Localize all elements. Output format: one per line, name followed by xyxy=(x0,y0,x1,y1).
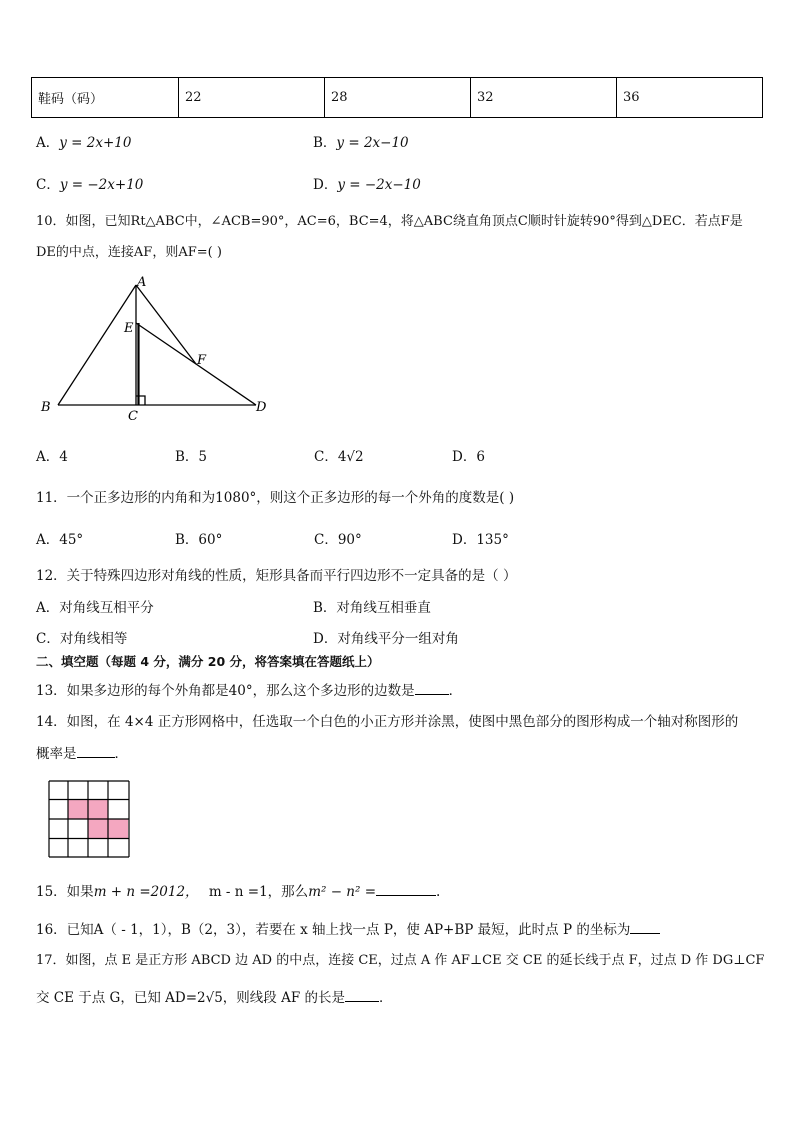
answer-blank xyxy=(415,682,449,695)
label-d: D xyxy=(256,400,267,415)
q12-option-a: A．对角线互相平分 xyxy=(36,600,154,616)
q14-grid-figure xyxy=(48,780,130,858)
q14-stem-line1: 14．如图，在 4×4 正方形网格中，任选取一个白色的小正方形并涂黑，使图中黑色部分的图形构成一个轴对称图形的 xyxy=(36,714,739,730)
q9-option-d: D．y = −2x−10 xyxy=(313,177,421,193)
shaded-cell xyxy=(88,819,108,839)
table-header-cell: 鞋码（码） xyxy=(32,78,179,118)
q11-option-a: A．45° xyxy=(36,532,84,548)
q10-option-c: C．4√2 xyxy=(314,449,364,465)
answer-blank xyxy=(630,921,660,934)
q10-triangle-figure xyxy=(30,270,280,425)
section-heading: 二、填空题（每题 4 分，满分 20 分，将答案填在答题纸上） xyxy=(36,654,380,669)
q10-option-b: B．5 xyxy=(175,449,208,465)
table-cell: 28 xyxy=(325,78,471,118)
q12-option-d: D．对角线平分一组对角 xyxy=(313,631,459,647)
table-cell: 32 xyxy=(471,78,617,118)
answer-blank xyxy=(345,989,379,1002)
q12-option-c: C．对角线相等 xyxy=(36,631,128,647)
shaded-cell xyxy=(68,800,88,820)
answer-blank xyxy=(77,745,115,758)
q10-option-a: A．4 xyxy=(36,449,68,465)
q11-option-b: B．60° xyxy=(175,532,223,548)
q12-option-b: B．对角线互相垂直 xyxy=(313,600,431,616)
label-c: C xyxy=(128,409,138,424)
table-cell: 22 xyxy=(179,78,325,118)
q9-option-c: C．y = −2x+10 xyxy=(36,177,144,193)
q10-option-d: D．6 xyxy=(452,449,485,465)
q16: 16．已知A（ - 1，1），B（2，3），若要在 x 轴上找一点 P，使 AP+BP 最短，此时点 P 的坐标为 xyxy=(36,918,660,938)
q12-stem: 12．关于特殊四边形对角线的性质，矩形具备而平行四边形不一定具备的是（ ） xyxy=(36,568,517,584)
q11-stem: 11．一个正多边形的内角和为1080°，则这个正多边形的每一个外角的度数是( ) xyxy=(36,490,515,506)
q10-stem-line1: 10．如图，已知Rt△ABC中，∠ACB=90°，AC=6，BC=4，将△ABC绕直角顶点C顺时针旋转90°得到△DEC．若点F是 xyxy=(36,214,743,229)
label-f: F xyxy=(197,353,207,368)
q9-option-b: B．y = 2x−10 xyxy=(313,135,409,151)
q17-stem-line2: 交 CE 于点 G，已知 AD=2√5，则线段 AF 的长是 ． xyxy=(36,990,393,1006)
table-cell: 36 xyxy=(617,78,763,118)
q14-stem-line2: 概率是 ． xyxy=(36,746,128,762)
answer-blank xyxy=(376,883,436,896)
grid-lines xyxy=(49,781,129,857)
table-row xyxy=(32,78,763,118)
label-a: A xyxy=(137,275,147,290)
shaded-cell xyxy=(88,800,108,820)
q17-stem-line1: 17．如图，点 E 是正方形 ABCD 边 AD 的中点，连接 CE，过点 A 作 AF⊥CE 交 CE 的延长线于点 F，过点 D 作 DG⊥CF xyxy=(36,953,765,968)
shaded-cell xyxy=(108,819,128,839)
label-b: B xyxy=(41,400,51,415)
shoe-size-table xyxy=(31,77,763,118)
q10-stem-line2: DE的中点，连接AF，则AF=( ) xyxy=(36,245,222,260)
q11-option-c: C．90° xyxy=(314,532,362,548)
right-angle-mark xyxy=(136,396,145,405)
q13: 13．如果多边形的每个外角都是40°，那么这个多边形的边数是 ． xyxy=(36,683,463,699)
segment-ab xyxy=(58,285,136,405)
segment-af xyxy=(136,285,196,364)
q9-option-a: A．y = 2x+10 xyxy=(36,135,132,151)
q15: 15．如果m + n =2012， m - n =1，那么m² − n² = . xyxy=(36,884,441,900)
q11-option-d: D．135° xyxy=(452,532,509,548)
label-e: E xyxy=(124,321,134,336)
